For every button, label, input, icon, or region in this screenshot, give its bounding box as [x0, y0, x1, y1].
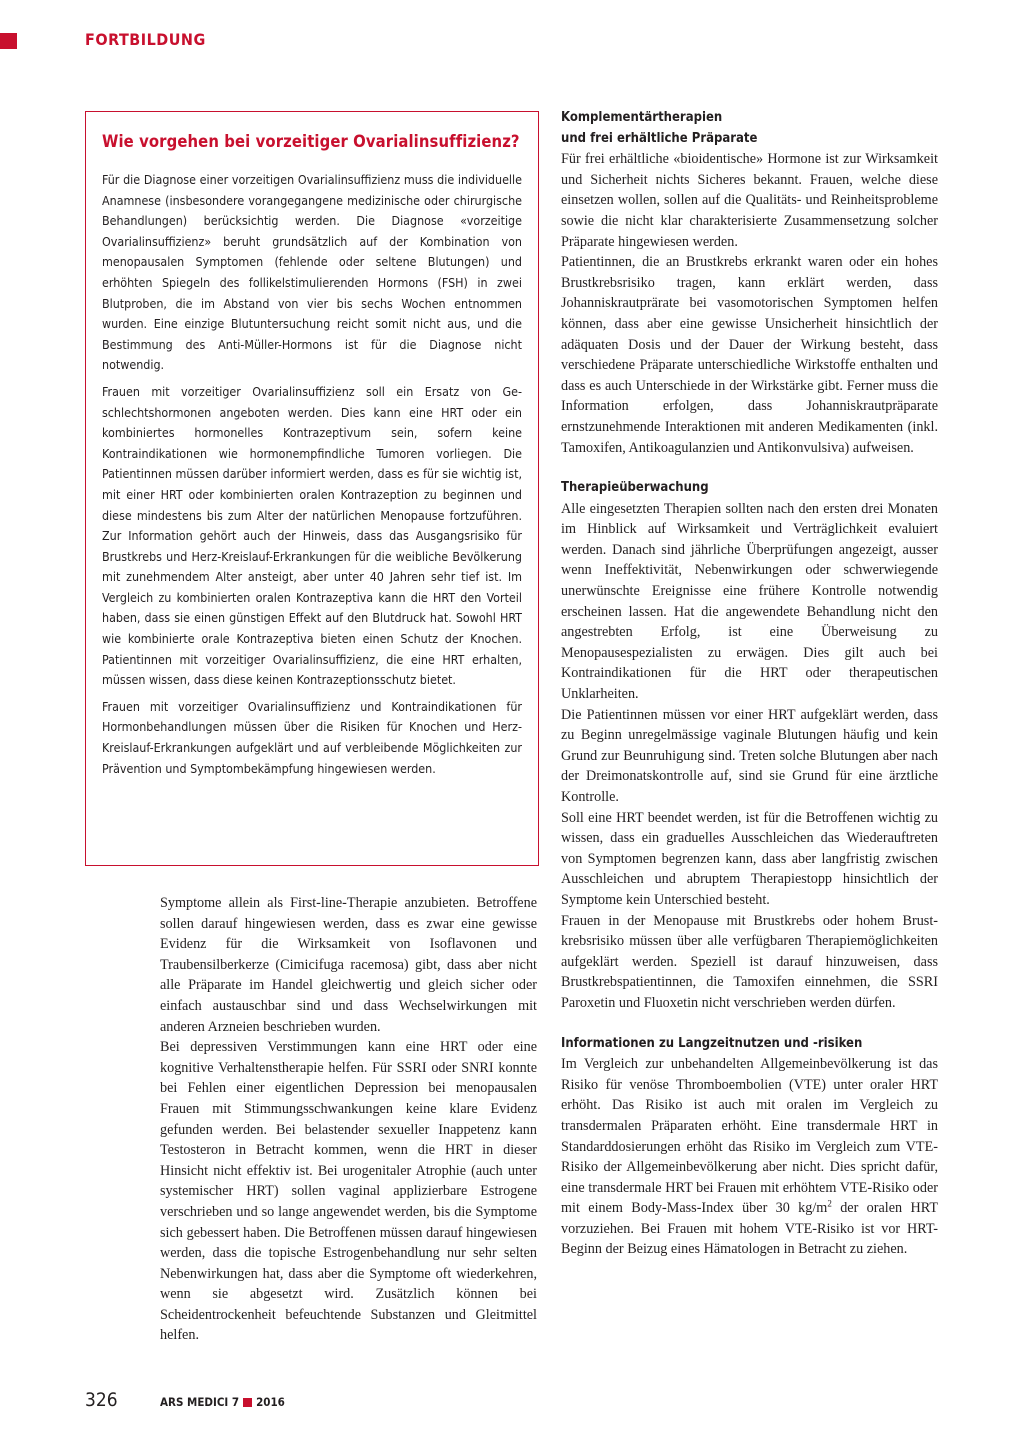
body-paragraph: Soll eine HRT beendet werden, ist für die Betroffenen wichtig zu wissen, dass ein graduelles Ausschleichen das Wiederauftreten von Symptomen begrenzen kann, dass aber langfristig zwischen Ausschleichen und abruptem Therapiestopp hinsichtlich der Symptome kein Unterschied besteht.: [561, 809, 938, 908]
body-paragraph: Frauen in der Menopause mit Brustkrebs oder hohem Brustkrebsrisiko müssen über alle verfügbaren Therapiemöglichkeiten aufgeklärt werden. Speziell ist darauf hinzuweisen, dass Brustkrebspatientinnen, die Tamoxifen einnehmen, die SSRI Paroxetin und Fluoxetin nicht verschrieben werden dürfen.: [561, 912, 938, 1011]
body-paragraph: Für frei erhältliche «bioidentische» Hormone ist zur Wirksamkeit und Sicherheit nichts Sicheres bekannt. Frauen, welche diese einsetzen wollen, sollen auf die Qualitäts- und Reinheitsprobleme sowie die nicht klar charakterisierte Zusammensetzung solcher Präparate hingewiesen werden.: [561, 151, 938, 250]
section-heading: und frei erhältliche Präparate: [561, 130, 758, 146]
section-marker-square: [0, 33, 17, 49]
info-box-paragraph: Frauen mit vorzeitiger Ovarialinsuffizienz und Kontraindikationen für Hormonbehandlungen müssen über die Risiken für Knochen und Herz-Kreislauf-Erkrankungen aufgeklärt und auf verbleibende Möglichkeiten zur Prävention und Symptombekämpfung hingewiesen werden.: [102, 698, 522, 776]
footer-journal: [160, 1395, 285, 1409]
left-text-column: [160, 893, 537, 1346]
journal-name: ARS MEDICI 7: [160, 1395, 240, 1409]
info-box-title: Wie vorgehen bei vorzeitiger Ovarialinsuffizienz?: [102, 132, 520, 151]
body-paragraph: Bei depressiven Verstimmungen kann eine HRT oder eine kognitive Verhaltenstherapie helfen. Für SSRI oder SNRI konnte bei Fehlen einer eigentlichen Depression bei menopausalen Frauen mit Stimmungsschwankungen keine klare Evidenz gefunden werden. Bei belastender sexueller Inappetenz kann Testosteron in Betracht kommen, wenn die HRT in dieser Hinsicht nicht effektiv ist. Bei urogenitaler Atrophie (auch unter systemischer HRT) sollen vaginal applizierbare Estrogene verschrieben und so lange angewendet werden, bis die Symptome sich gebessert haben. Die Betroffenen müssen darauf hingewiesen werden, dass die topische Estrogenbehandlung nur sehr selten Nebenwirkungen hat, dass aber die Symptome oft wiederkehren, wenn sie abgesetzt wird. Zusätzlich können bei Scheidentrockenheit befeuchtende Substanzen und Gleitmittel helfen.: [160, 1039, 537, 1344]
page-number: 326: [85, 1389, 118, 1411]
body-paragraph: Alle eingesetzten Therapien sollten nach den ersten drei Monaten im Hinblick auf Wirksamkeit und Verträglichkeit evaluiert werden. Danach sind jährliche Überprüfungen angezeigt, ausser wenn Ineffektivität, Nebenwirkungen oder schwerwiegende unerwünschte Ereignisse eine frühere Kontrolle notwendig erscheinen lassen. Hat die angewendete Behandlung nicht den angestrebten Erfolg, ist eine Überweisung zu Menopausespezialisten zu erwägen. Dies gilt auch bei Kontraindikationen für die HRT oder therapeutischen Unklarheiten.: [561, 500, 938, 703]
body-paragraph: Die Patientinnen müssen vor einer HRT aufgeklärt werden, dass zu Beginn unregelmässige vaginale Blutungen häufig und kein Grund zur Beunruhigung sind. Treten solche Blutungen aber nach der Dreimonatskontrolle auf, sind sie Grund für eine ärztliche Kontrolle.: [561, 706, 938, 805]
body-paragraph: Patientinnen, die an Brustkrebs erkrankt waren oder ein hohes Brustkrebsrisiko tragen, kann erklärt werden, dass Johanniskrautprärate bei vasomotorischen Symptomen helfen können, dass aber eine gewisse Unsicherheit hinsichtlich der adäquaten Dosis und der Dauer der Wirkung besteht, dass verschiedene Präparate unterschiedliche Wirkstoffe enthalten und dass es auch Unterschiede in der Wirkstärke gibt. Ferner muss die Information erfolgen, dass Johanniskrautpräparate ernstzunehmende Interaktionen mit anderen Medikamenten (inkl. Tamoxifen, Antikoagulanzien und Antikonvulsiva) aufweisen.: [561, 254, 938, 456]
body-paragraph: [561, 1054, 938, 1260]
text-run: Im Vergleich zur unbehandelten Allgemeinbevölkerung ist das Risiko für venöse Thromboembolien (VTE) unter oraler HRT erhöht. Das Risiko ist auch mit oralen im Vergleich zu transdermalen Präparaten erhöht. Eine transdermale HRT in Standarddosierungen erhöht das Risiko im Vergleich zum VTE-Risiko der Allgemeinbevölkerung aber nicht. Dies spricht dafür, eine transdermale HRT bei Frauen mit erhöhtem VTE-Risiko oder mit einem Body-Mass-Index über 30 kg/m: [561, 1056, 938, 1217]
section-label: FORTBILDUNG: [85, 30, 206, 49]
body-paragraph: Symptome allein als First-line-Therapie anzubieten. Betroffene sollen darauf hingewiesen werden, dass es zwar eine gewisse Evidenz für die Wirksamkeit von Isoflavonen und Traubensilberkerze (Cimicifuga racemosa) gibt, dass aber nicht alle Präparate im Handel gleichwertig und gleich sicher oder einfach austauschbar sind und dass Wechselwirkungen mit anderen Arzneien beschrieben wurden.: [160, 895, 537, 1035]
section-heading: Therapieüberwachung: [561, 480, 709, 496]
info-box-paragraph: Frauen mit vorzeitiger Ovarialinsuffizienz soll ein Ersatz von Geschlechtshormonen angeboten werden. Dies kann eine HRT oder ein kombiniertes hormonelles Kontrazeptivum sein, sofern keine Kontraindikationen wie hormonempfindliche Tumoren vorliegen. Die Patientinnen müssen darüber informiert werden, dass es für sie wichtig ist, mit einer HRT oder kombinierten oralen Kontrazeption zu beginnen und diese mindestens bis zum Alter der natürlichen Menopause fortzuführen. Zur Information gehört auch der Hinweis, dass das Ausgangsrisiko für Brustkrebs und Herz-Kreislauf-Erkrankungen für die weibliche Bevölkerung mit zunehmendem Alter ansteigt, aber unter 40 Jahren sehr tief ist. Im Vergleich zu kombinierten oralen Kontrazeptiva kann die HRT den Vorteil haben, dass sie einen günstigen Effekt auf den Blutdruck hat. Sowohl HRT wie kombinierte orale Kontrazeptiva bieten einen Schutz der Knochen. Patientinnen mit vorzeitiger Ovarialinsuffizienz, die eine HRT erhalten, müssen wissen, dass diese keinen Kontrazeptionsschutz bietet.: [102, 383, 522, 688]
journal-year: 2016: [256, 1395, 285, 1409]
section-heading: Informationen zu Langzeitnutzen und -risiken: [561, 1035, 863, 1051]
info-box-paragraph: Für die Diagnose einer vorzeitigen Ovarialinsuffizienz muss die individuelle Anamnese (insbesondere vorangegangene medizinische oder chirurgische Behandlungen) berücksichtig werden. Die Diagnose «vorzeitige Ovarialinsuffizienz» beruht grundsätzlich auf der Kombination von menopausalen Symptomen (fehlende oder seltene Blutungen) und erhöhten Spiegeln des follikelstimulierenden Hormons (FSH) in zwei Blutproben, die im Abstand von vier bis sechs Wochen entnommen wurden. Eine einzige Blutuntersuchung reicht somit nicht aus, und die Bestimmung des Anti-Müller-Hormons ist für die Diagnose nicht notwendig.: [102, 172, 522, 373]
superscript: 2: [827, 1198, 832, 1209]
info-box: [85, 111, 539, 866]
right-text-column: [561, 108, 938, 1260]
section-heading: Komplementärtherapien: [561, 110, 723, 125]
text-run: der oralen HRT vorzuziehen. Bei Frauen mit hohem VTE-Risiko ist vor HRT-Beginn der Beizug eines Hämatologen in Betracht zu ziehen.: [561, 1200, 938, 1258]
footer-separator-square: [243, 1398, 252, 1407]
